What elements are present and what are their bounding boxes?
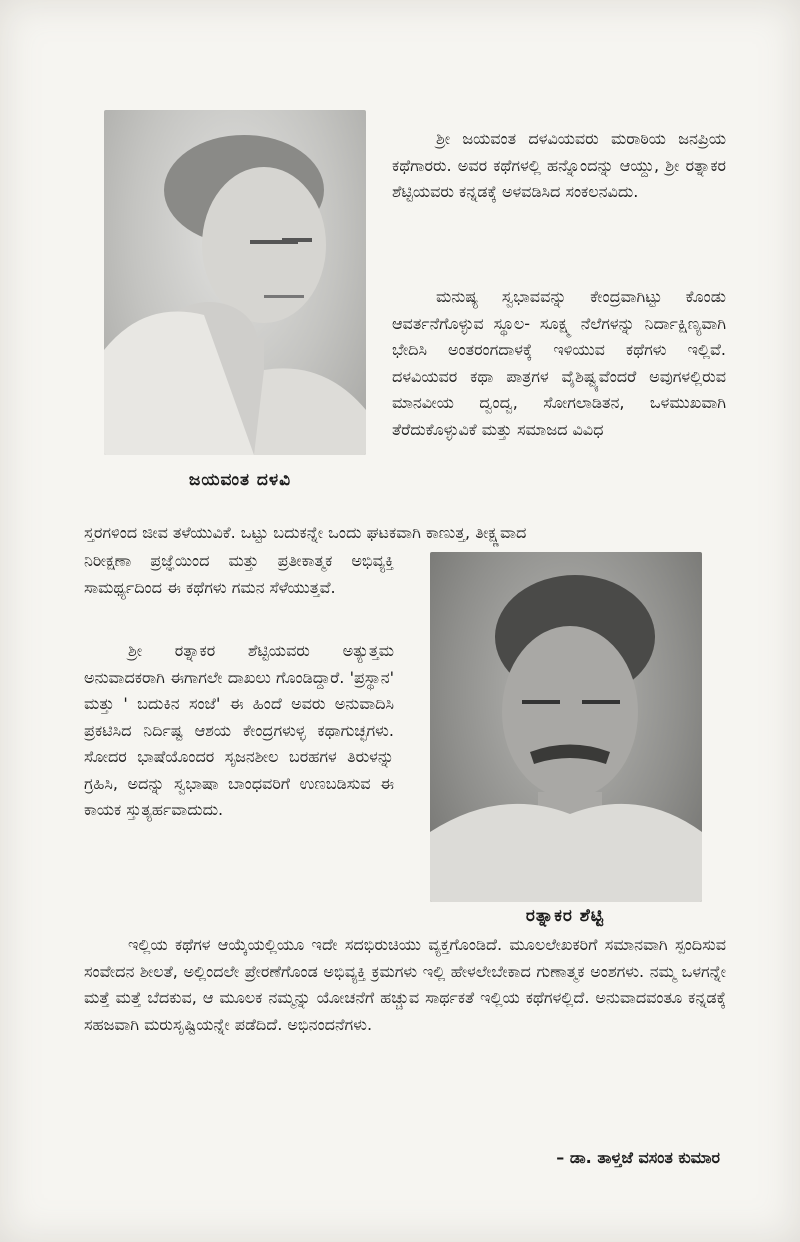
translator-caption: ರತ್ನಾಕರ ಶೆಟ್ಟಿ <box>525 906 605 926</box>
author-caption: ಜಯವಂತ ದಳವಿ <box>188 470 292 490</box>
author-photo <box>104 110 366 455</box>
nature-paragraph-continued: ಸ್ತರಗಳಿಂದ ಜೀವ ತಳೆಯುವಿಕೆ. ಒಟ್ಟು ಬದುಕನ್ನೇ ಒಂದು ಘಟಕವಾಗಿ ಕಾಣುತ್ತ, ತೀಕ್ಷ್ಣವಾದ <box>84 523 527 542</box>
portrait-illustration <box>430 552 702 902</box>
nature-paragraph: ಮನುಷ್ಯ ಸ್ವಭಾವವನ್ನು ಕೇಂದ್ರವಾಗಿಟ್ಟು ಕೊಂಡು ಆವರ್ತನೆಗೊಳ್ಳುವ ಸ್ಥೂಲ- ಸೂಕ್ಷ್ಮ ನೆಲೆಗಳನ್ನು ನಿರ್ದಾಕ್ಷಿಣ್ಯವಾಗಿ ಭೇದಿಸಿ ಅಂತರಂಗದಾಳಕ್ಕೆ ಇಳಿಯುವ ಕಥೆಗಳು ಇಲ್ಲಿವೆ. ದಳವಿಯವರ ಕಥಾ ಪಾತ್ರಗಳ ವೈಶಿಷ್ಟ್ಯವೆಂದರೆ ಅವುಗಳಲ್ಲಿರುವ ಮಾನವೀಯ ದ್ವಂದ್ವ, ಸೋಗಲಾಡಿತನ, ಒಳಮುಖವಾಗಿ ತೆರೆದುಕೊಳ್ಳುವಿಕೆ ಮತ್ತು ಸಮಾಜದ ವಿವಿಧ <box>392 287 726 439</box>
translator-paragraph: ಶ್ರೀ ರತ್ನಾಕರ ಶೆಟ್ಟಿಯವರು ಅತ್ಯುತ್ತಮ ಅನುವಾದಕರಾಗಿ ಈಗಾಗಲೇ ದಾಖಲು ಗೊಂಡಿದ್ದಾರೆ. 'ಪ್ರಸ್ಥಾನ' ಮತ್ತು ' ಬದುಕಿನ ಸಂಜೆ' ಈ ಹಿಂದೆ ಅವರು ಅನುವಾದಿಸಿ ಪ್ರಕಟಿಸಿದ ನಿರ್ದಿಷ್ಟ ಆಶಯ ಕೇಂದ್ರಗಳುಳ್ಳ ಕಥಾಗುಚ್ಛಗಳು. ಸೋದರ ಭಾಷೆಯೊಂದರ ಸೃಜನಶೀಲ ಬರಹಗಳ ತಿರುಳನ್ನು ಗ್ರಹಿಸಿ, ಅದನ್ನು ಸ್ವಭಾಷಾ ಬಾಂಧವರಿಗೆ ಉಣಬಡಿಸುವ ಈ ಕಾಯಕ ಸ್ತುತ್ಯರ್ಹವಾದುದು. <box>84 641 394 819</box>
nature-paragraph-end: ನಿರೀಕ್ಷಣಾ ಪ್ರಜ್ಞೆಯಿಂದ ಮತ್ತು ಪ್ರತೀಕಾತ್ಮಕ ಅಭಿವ್ಯಕ್ತಿ ಸಾಮರ್ಥ್ಯದಿಂದ ಈ ಕಥೆಗಳು ಗಮನ ಸೆಳೆಯುತ್ತವೆ. <box>84 551 394 597</box>
intro-paragraph: ಶ್ರೀ ಜಯವಂತ ದಳವಿಯವರು ಮರಾಠಿಯ ಜನಪ್ರಿಯ ಕಥೆಗಾರರು. ಅವರ ಕಥೆಗಳಲ್ಲಿ ಹನ್ನೊಂದನ್ನು ಆಯ್ದು, ಶ್ರೀ ರತ್ನಾಕರ ಶೆಟ್ಟಿಯವರು ಕನ್ನಡಕ್ಕೆ ಅಳವಡಿಸಿದ ಸಂಕಲನವಿದು. <box>392 129 726 201</box>
translator-photo <box>430 552 702 902</box>
signature: – ಡಾ. ತಾಳ್ತಜೆ ವಸಂತ ಕುಮಾರ <box>556 1148 720 1167</box>
portrait-illustration <box>104 110 366 455</box>
selection-paragraph: ಇಲ್ಲಿಯ ಕಥೆಗಳ ಆಯ್ಕೆಯಲ್ಲಿಯೂ ಇದೇ ಸದಭಿರುಚಿಯು ವ್ಯಕ್ತಗೊಂಡಿದೆ. ಮೂಲಲೇಖಕರಿಗೆ ಸಮಾನವಾಗಿ ಸ್ಪಂದಿಸುವ ಸಂವೇದನ ಶೀಲತೆ, ಅಲ್ಲಿಂದಲೇ ಪ್ರೇರಣೆಗೊಂಡ ಅಭಿವ್ಯಕ್ತಿ ಕ್ರಮಗಳು ಇಲ್ಲಿ ಹೇಳಲೇಬೇಕಾದ ಗುಣಾತ್ಮಕ ಅಂಶಗಳು. ನಮ್ಮ ಒಳಗನ್ನೇ ಮತ್ತೆ ಮತ್ತೆ ಬೆದಕುವ, ಆ ಮೂಲಕ ನಮ್ಮನ್ನು ಯೋಚನೆಗೆ ಹಚ್ಚುವ ಸಾರ್ಥಕತೆ ಇಲ್ಲಿಯ ಕಥೆಗಳಲ್ಲಿದೆ. ಅನುವಾದವಂತೂ ಕನ್ನಡಕ್ಕೆ ಸಹಜವಾಗಿ ಮರುಸೃಷ್ಟಿಯನ್ನೇ ಪಡೆದಿದೆ. ಅಭಿನಂದನೆಗಳು. <box>84 935 726 1034</box>
